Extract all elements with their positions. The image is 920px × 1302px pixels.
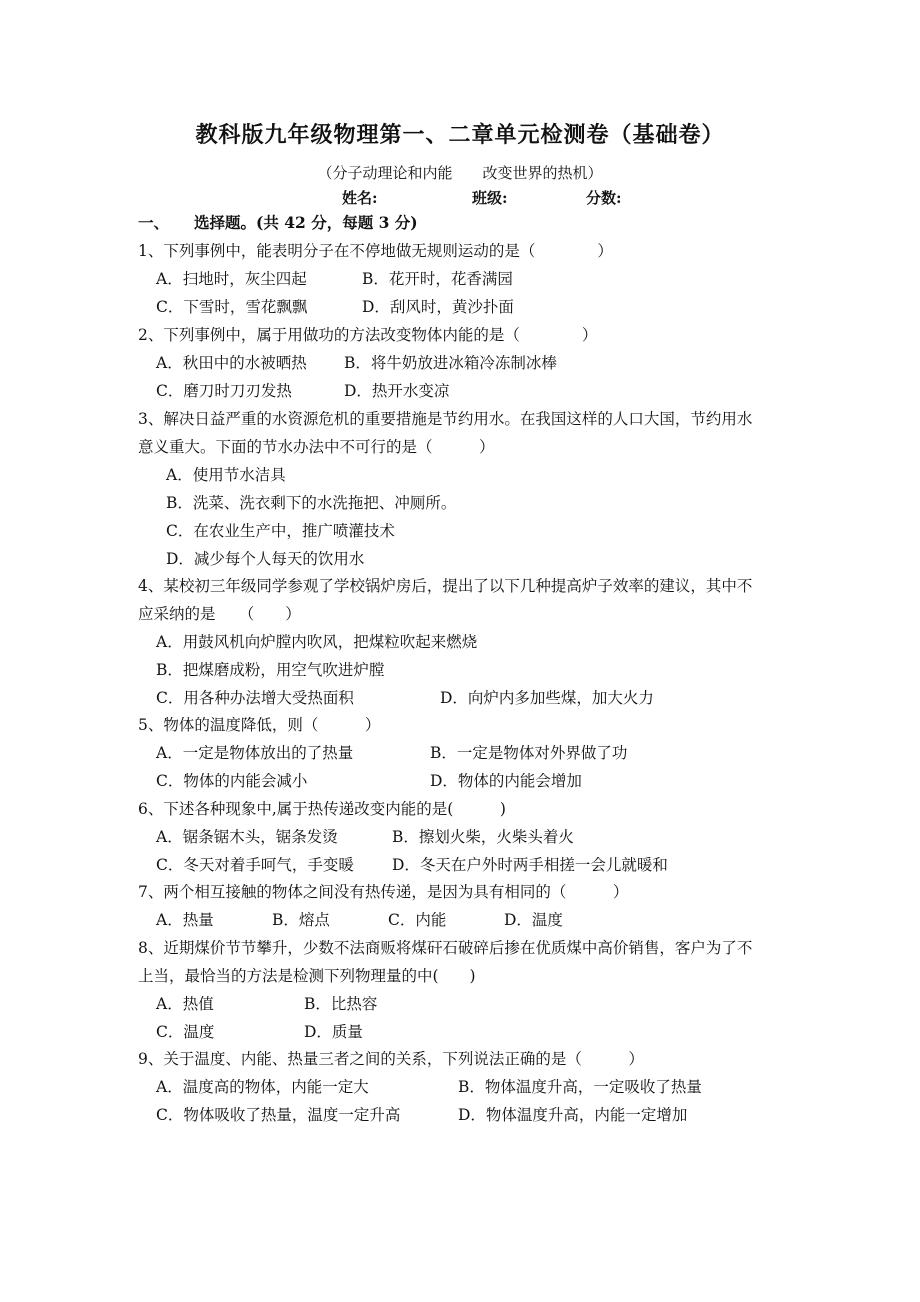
option: A．热值 bbox=[156, 995, 214, 1013]
option: D．冬天在户外时两手相搓一会儿就暖和 bbox=[392, 856, 668, 874]
option: B．比热容 bbox=[304, 995, 378, 1013]
exam-subtitle: （分子动理论和内能 改变世界的热机） bbox=[317, 164, 603, 182]
class-label: 班级: bbox=[472, 189, 508, 207]
option: B．洗菜、洗衣剩下的水洗拖把、冲厕所。 bbox=[166, 494, 457, 512]
question-stem: 3、解决日益严重的水资源危机的重要措施是节约用水。在我国这样的人口大国，节约用水 bbox=[138, 410, 753, 428]
option: B．把煤磨成粉，用空气吹进炉膛 bbox=[156, 661, 385, 679]
option: A．使用节水洁具 bbox=[166, 466, 286, 484]
name-label: 姓名: bbox=[342, 189, 378, 207]
option: B．一定是物体对外界做了功 bbox=[430, 744, 628, 762]
option: B．擦划火柴，火柴头着火 bbox=[392, 828, 574, 846]
question-stem: 应采纳的是 （ ） bbox=[138, 605, 301, 623]
exam-title: 教科版九年级物理第一、二章单元检测卷（基础卷） bbox=[195, 122, 725, 148]
option: A．用鼓风机向炉膛内吹风，把煤粒吹起来燃烧 bbox=[156, 633, 478, 651]
option: A．锯条锯木头，锯条发烫 bbox=[156, 828, 338, 846]
question-stem: 8、近期煤价节节攀升，少数不法商贩将煤矸石破碎后掺在优质煤中高价销售，客户为了不 bbox=[138, 939, 753, 957]
question-stem: 6、下述各种现象中,属于热传递改变内能的是( ) bbox=[138, 800, 506, 818]
option: B．将牛奶放进冰箱冷冻制冰棒 bbox=[344, 354, 557, 372]
option: C．内能 bbox=[388, 911, 447, 929]
question-stem: 9、关于温度、内能、热量三者之间的关系，下列说法正确的是（ ） bbox=[138, 1050, 644, 1068]
score-label: 分数: bbox=[586, 189, 622, 207]
option: A．温度高的物体，内能一定大 bbox=[156, 1078, 369, 1096]
option: A．秋田中的水被晒热 bbox=[156, 354, 307, 372]
option: C．温度 bbox=[156, 1023, 215, 1041]
option: D．热开水变凉 bbox=[344, 382, 450, 400]
option: A．扫地时，灰尘四起 bbox=[156, 270, 307, 288]
question-stem: 上当，最恰当的方法是检测下列物理量的中( ) bbox=[138, 967, 476, 985]
option: D．温度 bbox=[504, 911, 563, 929]
option: B．熔点 bbox=[272, 911, 330, 929]
option: B．花开时，花香满园 bbox=[362, 270, 513, 288]
option: D．质量 bbox=[304, 1023, 363, 1041]
option: D．减少每个人每天的饮用水 bbox=[166, 550, 365, 568]
option: C．用各种办法增大受热面积 bbox=[156, 689, 354, 707]
option: C．物体的内能会减小 bbox=[156, 772, 308, 790]
section-title: 选择题。(共 42 分，每题 3 分) bbox=[194, 213, 418, 232]
section-number: 一、 bbox=[138, 213, 170, 232]
option: D．物体的内能会增加 bbox=[430, 772, 582, 790]
option: D．物体温度升高，内能一定增加 bbox=[458, 1106, 688, 1124]
question-stem: 5、物体的温度降低，则（ ） bbox=[138, 716, 381, 734]
option: C．冬天对着手呵气，手变暖 bbox=[156, 856, 354, 874]
option: D．刮风时，黄沙扑面 bbox=[362, 298, 514, 316]
question-stem: 7、两个相互接触的物体之间没有热传递，是因为具有相同的（ ） bbox=[138, 883, 629, 901]
question-stem: 2、下列事例中，属于用做功的方法改变物体内能的是（ ） bbox=[138, 326, 598, 344]
question-stem: 4、某校初三年级同学参观了学校锅炉房后，提出了以下几种提高炉子效率的建议，其中不 bbox=[138, 577, 753, 595]
option: C．在农业生产中，推广喷灌技术 bbox=[166, 522, 395, 540]
question-stem: 1、下列事例中，能表明分子在不停地做无规则运动的是（ ） bbox=[138, 242, 613, 260]
option: C．物体吸收了热量，温度一定升高 bbox=[156, 1106, 401, 1124]
option: C．磨刀时刀刃发热 bbox=[156, 382, 292, 400]
option: A．一定是物体放出的了热量 bbox=[156, 744, 354, 762]
question-stem: 意义重大。下面的节水办法中不可行的是（ ） bbox=[138, 438, 495, 456]
option: B．物体温度升高，一定吸收了热量 bbox=[458, 1078, 702, 1096]
option: C．下雪时，雪花飘飘 bbox=[156, 298, 308, 316]
option: D．向炉内多加些煤，加大火力 bbox=[440, 689, 654, 707]
option: A．热量 bbox=[156, 911, 214, 929]
